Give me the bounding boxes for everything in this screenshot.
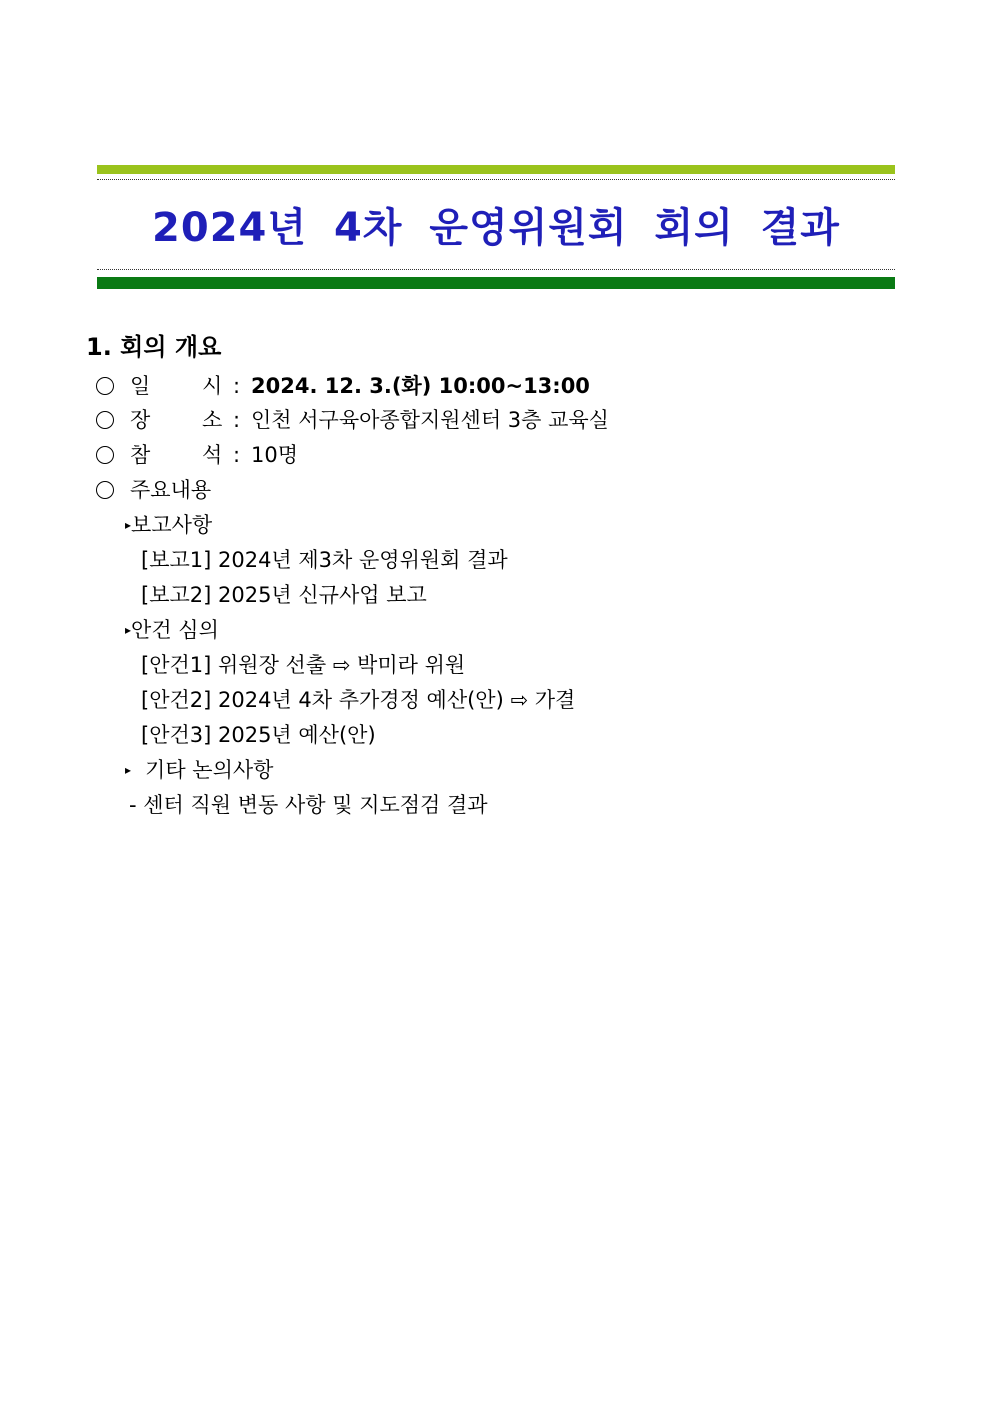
place-label-2: 소 [202,408,223,432]
content-label: 주요내용 [130,478,212,502]
reports-heading-row [125,511,212,539]
section-heading: 1. 회의 개요 [86,333,222,361]
triangle-bullet-icon: ▸ [125,518,132,532]
overview-place-row [96,406,796,434]
overview-attendance-row [96,441,796,469]
header-light-green-bar [97,165,895,174]
overview-date-row [96,372,796,400]
reports-heading: 보고사항 [131,513,213,537]
circle-bullet-icon [96,411,114,429]
triangle-bullet-icon: ▸ [125,623,132,637]
place-value: 인천 서구육아종합지원센터 3층 교육실 [251,408,609,432]
place-colon: : [233,408,241,432]
agenda-item: [안건2] 2024년 4차 추가경정 예산(안) ⇨ 가결 [141,688,576,712]
other-heading-row [125,756,273,784]
other-item: - 센터 직원 변동 사항 및 지도점검 결과 [129,793,488,817]
agenda-heading: 안건 심의 [131,618,219,642]
attendance-label-1: 참 [130,443,151,467]
circle-bullet-icon [96,377,114,395]
other-heading: 기타 논의사항 [145,758,274,782]
triangle-bullet-icon: ▸ [125,763,132,777]
date-colon: : [233,374,241,398]
place-label-1: 장 [130,408,151,432]
overview-content-row [96,476,796,504]
attendance-colon: : [233,443,241,467]
circle-bullet-icon [96,446,114,464]
attendance-label-2: 석 [202,443,223,467]
report-item: [보고2] 2025년 신규사업 보고 [141,583,427,607]
report-item: [보고1] 2024년 제3차 운영위원회 결과 [141,548,508,572]
agenda-heading-row [125,616,219,644]
header-dark-green-bar [97,277,895,289]
header-dotted-rule [97,179,895,180]
agenda-item: [안건3] 2025년 예산(안) [141,723,376,747]
date-label-1: 일 [130,374,151,398]
agenda-item: [안건1] 위원장 선출 ⇨ 박미라 위원 [141,653,466,677]
title-dotted-rule [97,269,895,270]
date-label-2: 시 [202,374,223,398]
date-value: 2024. 12. 3.(화) 10:00~13:00 [251,374,590,398]
attendance-value: 10명 [251,443,299,467]
document-title: 2024년 4차 운영위원회 회의 결과 [152,205,840,251]
circle-bullet-icon [96,481,114,499]
